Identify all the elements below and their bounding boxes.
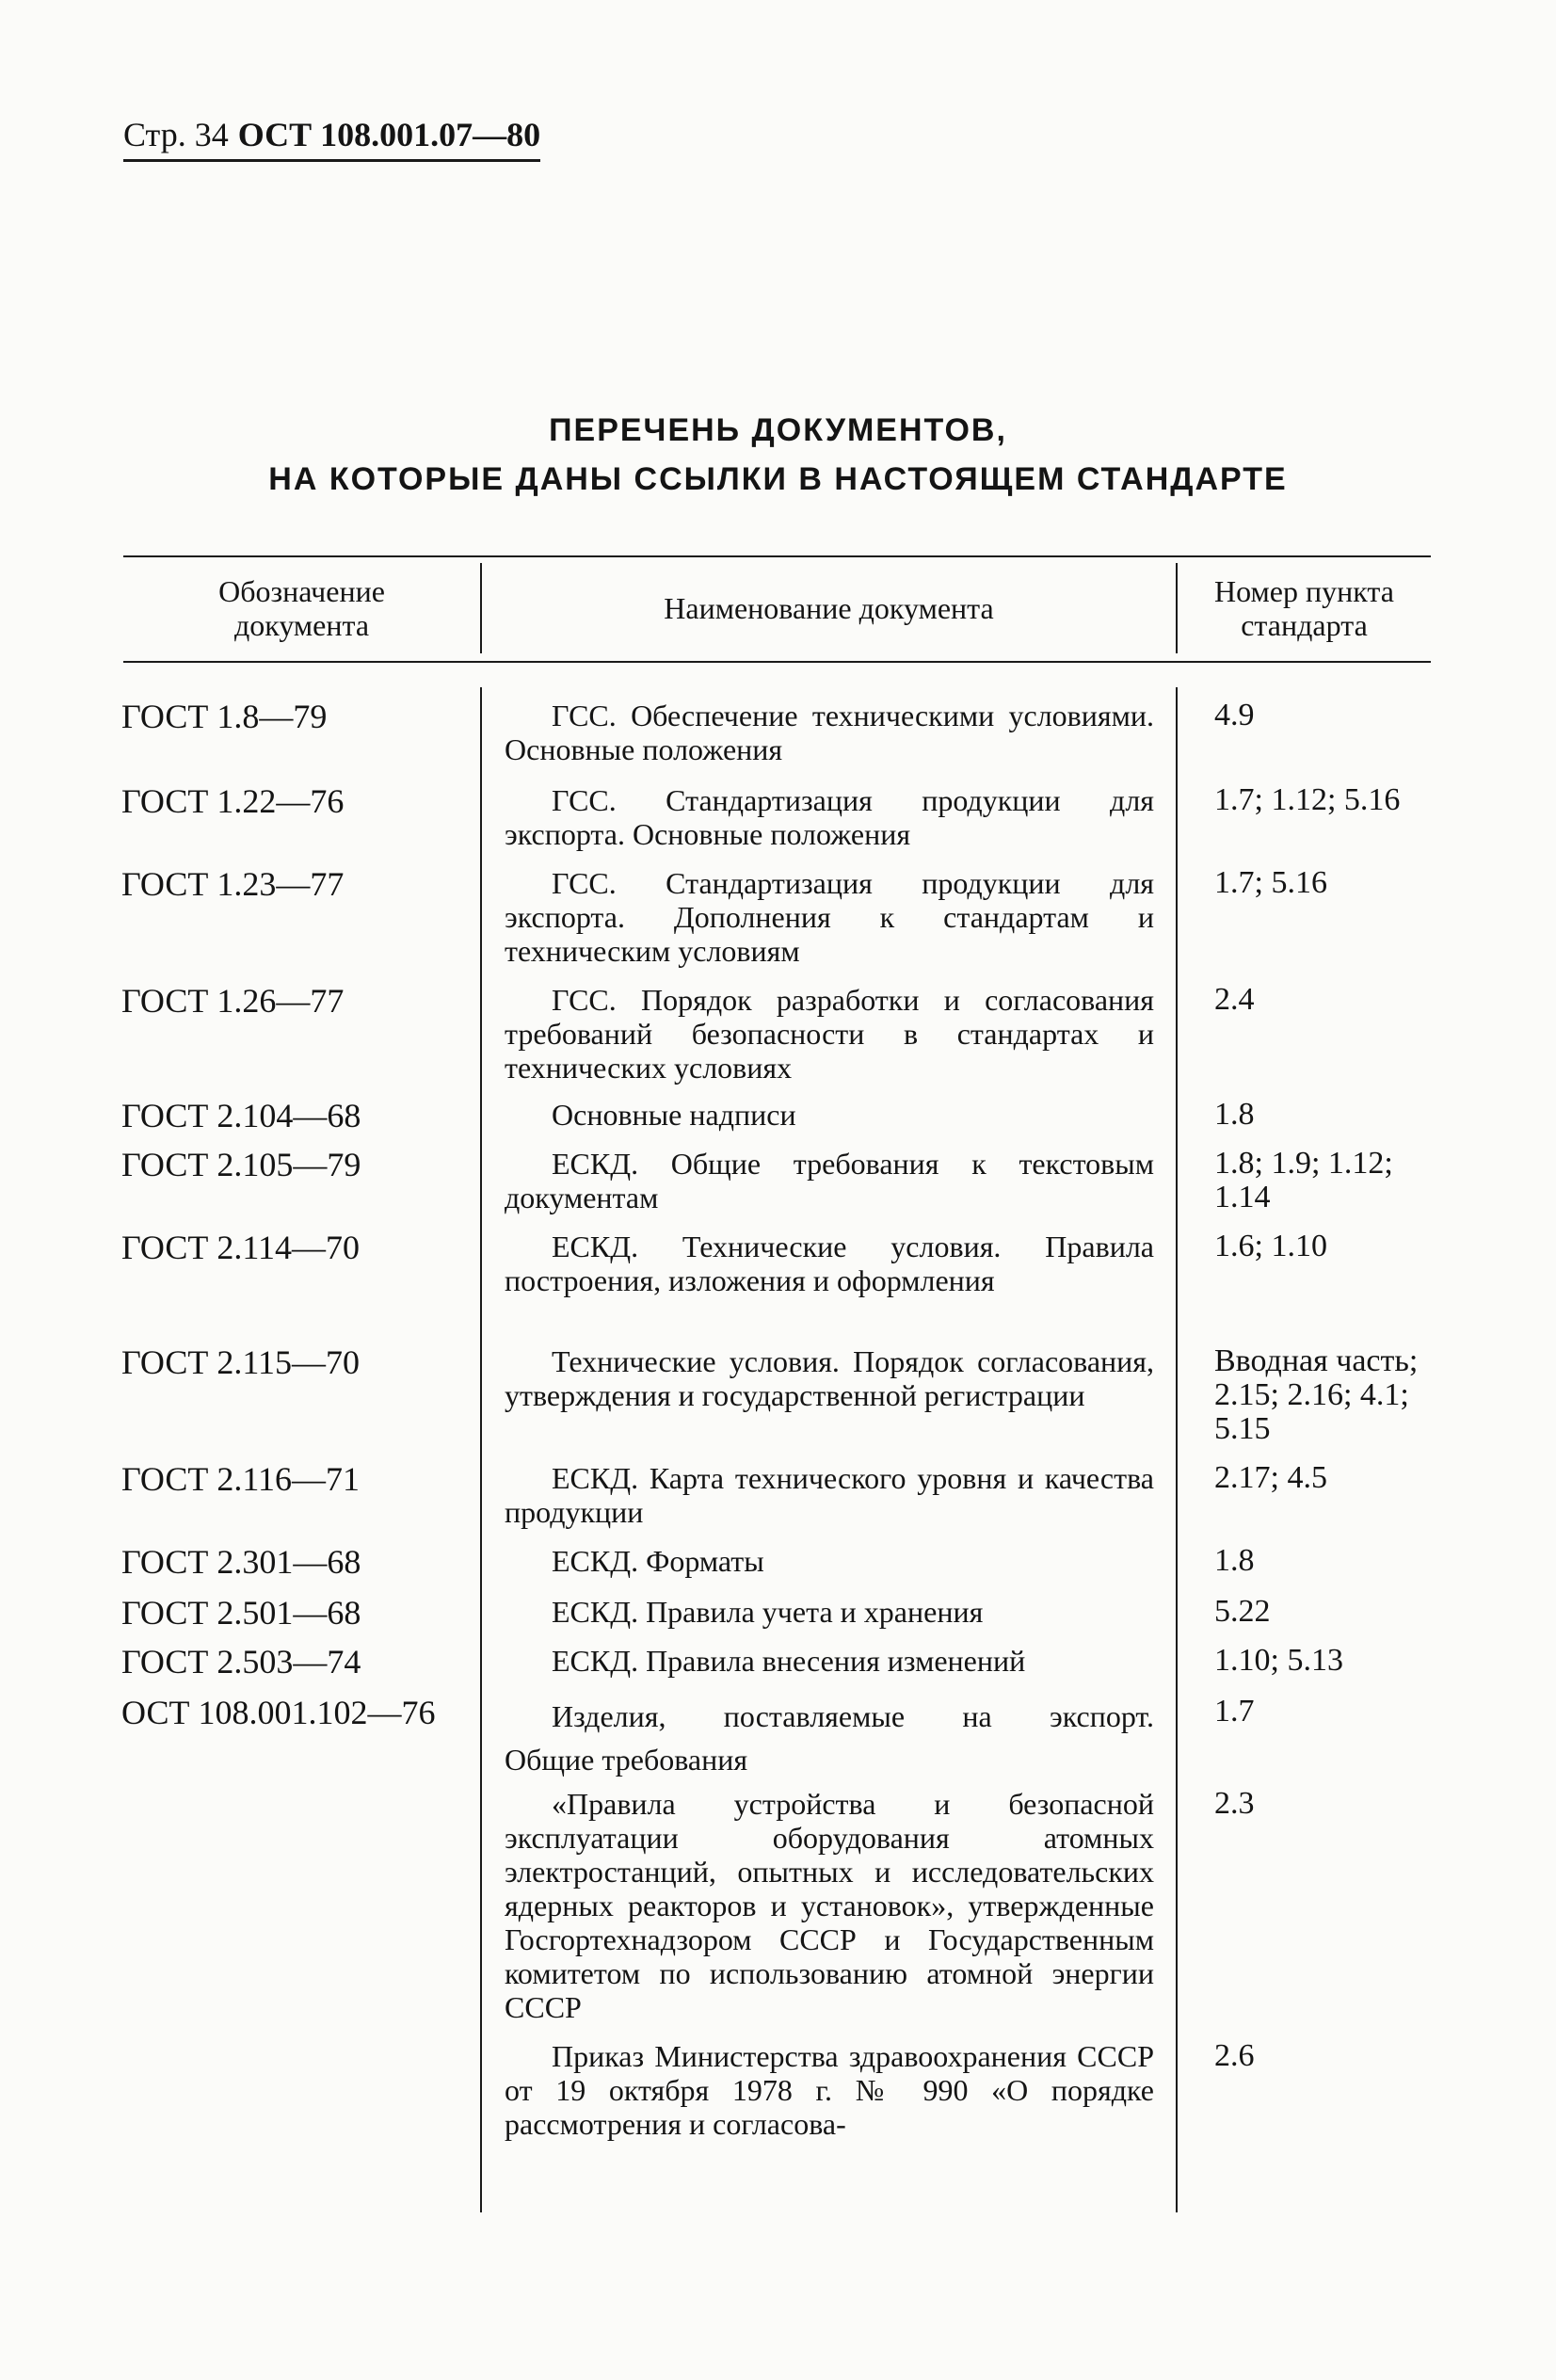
row-name: ГСС. Порядок разработки и согласования требований безопасности в стандартах и технических условиях <box>505 983 1154 1085</box>
row-ref: 4.9 <box>1214 698 1255 732</box>
row-name: ЕСКД. Технические условия. Правила построения, изложения и оформления <box>505 1230 1154 1297</box>
row-ref: 2.3 <box>1214 1786 1255 1821</box>
table-header-rule <box>123 661 1431 663</box>
row-name: Изделия, поставляемые на экспорт. Общие требования <box>505 1699 1154 1777</box>
column-header-name: Наименование документа <box>664 591 994 625</box>
row-name: ГСС. Стандартизация продукции для экспорта. Основные положения <box>505 783 1154 851</box>
row-name: ЕСКД. Карта технического уровня и качества продукции <box>505 1461 1154 1529</box>
row-ref: 1.10; 5.13 <box>1214 1643 1343 1678</box>
row-code: ГОСТ 1.23—77 <box>121 865 345 903</box>
row-ref: 1.8 <box>1214 1097 1255 1132</box>
row-code: ГОСТ 1.8—79 <box>121 698 328 735</box>
column-header-clause: Номер пункта стандарта <box>1214 574 1394 642</box>
row-ref: 5.22 <box>1214 1594 1271 1629</box>
row-name: Технические условия. Порядок согласования, утверждения и государственной регистрации <box>505 1344 1154 1412</box>
row-name: Приказ Министерства здравоохранения СССР от 19 октября 1978 г. № 990 «О порядке рассмотрения и согласова- <box>505 2039 1154 2141</box>
column-divider-1 <box>480 687 482 2212</box>
column-header-designation: Обозначение документа <box>218 574 385 642</box>
row-code: ГОСТ 2.503—74 <box>121 1643 361 1680</box>
row-ref: 2.17; 4.5 <box>1214 1460 1327 1495</box>
page-header <box>123 113 540 162</box>
row-name: ГСС. Стандартизация продукции для экспорта. Дополнения к стандартам и техническим условиям <box>505 866 1154 968</box>
row-code: ГОСТ 2.114—70 <box>121 1229 361 1266</box>
row-name: ГСС. Обеспечение техническими условиями. Основные положения <box>505 699 1154 766</box>
document-title-line-1: ПЕРЕЧЕНЬ ДОКУМЕНТОВ, <box>549 412 1007 448</box>
column-divider-2 <box>1176 687 1178 2212</box>
row-name: «Правила устройства и безопасной эксплуатации оборудования атомных электростанций, опытных и исследовательских ядерных реакторов и установок», утвержденные Госгортехнадзором СССР и Государственным комитетом по использованию атомной энергии СССР <box>505 1787 1154 2024</box>
row-code: ГОСТ 2.116—71 <box>121 1460 361 1498</box>
row-ref: 1.7 <box>1214 1694 1255 1729</box>
row-code: ГОСТ 2.501—68 <box>121 1594 361 1632</box>
standard-designation: ОСТ 108.001.07—80 <box>237 116 541 153</box>
row-ref: 2.6 <box>1214 2038 1255 2073</box>
row-ref: 1.8 <box>1214 1543 1255 1578</box>
row-code: ГОСТ 1.22—76 <box>121 782 345 820</box>
row-code: ГОСТ 2.105—79 <box>121 1146 361 1183</box>
document-title-line-2: НА КОТОРЫЕ ДАНЫ ССЫЛКИ В НАСТОЯЩЕМ СТАНДАРТЕ <box>268 461 1288 497</box>
row-ref: 1.8; 1.9; 1.12; 1.14 <box>1214 1146 1393 1214</box>
page-label: Стр. 34 <box>123 116 229 153</box>
row-name: Основные надписи <box>552 1098 796 1132</box>
row-name: ЕСКД. Общие требования к текстовым документам <box>505 1147 1154 1214</box>
row-ref: 1.7; 5.16 <box>1214 865 1327 900</box>
row-ref: 2.4 <box>1214 982 1255 1017</box>
row-code: ГОСТ 2.104—68 <box>121 1097 361 1134</box>
row-code: ГОСТ 2.301—68 <box>121 1543 361 1581</box>
row-ref: Вводная часть; 2.15; 2.16; 4.1; 5.15 <box>1214 1343 1419 1446</box>
row-code: ГОСТ 1.26—77 <box>121 982 345 1020</box>
row-code: ГОСТ 2.115—70 <box>121 1343 361 1381</box>
row-ref: 1.6; 1.10 <box>1214 1229 1327 1263</box>
row-code: ОСТ 108.001.102—76 <box>121 1694 436 1731</box>
row-name: ЕСКД. Форматы <box>552 1544 764 1578</box>
row-name: ЕСКД. Правила учета и хранения <box>552 1595 984 1629</box>
row-ref: 1.7; 1.12; 5.16 <box>1214 782 1401 817</box>
table-top-rule <box>123 555 1431 557</box>
row-name: ЕСКД. Правила внесения изменений <box>552 1644 1026 1678</box>
